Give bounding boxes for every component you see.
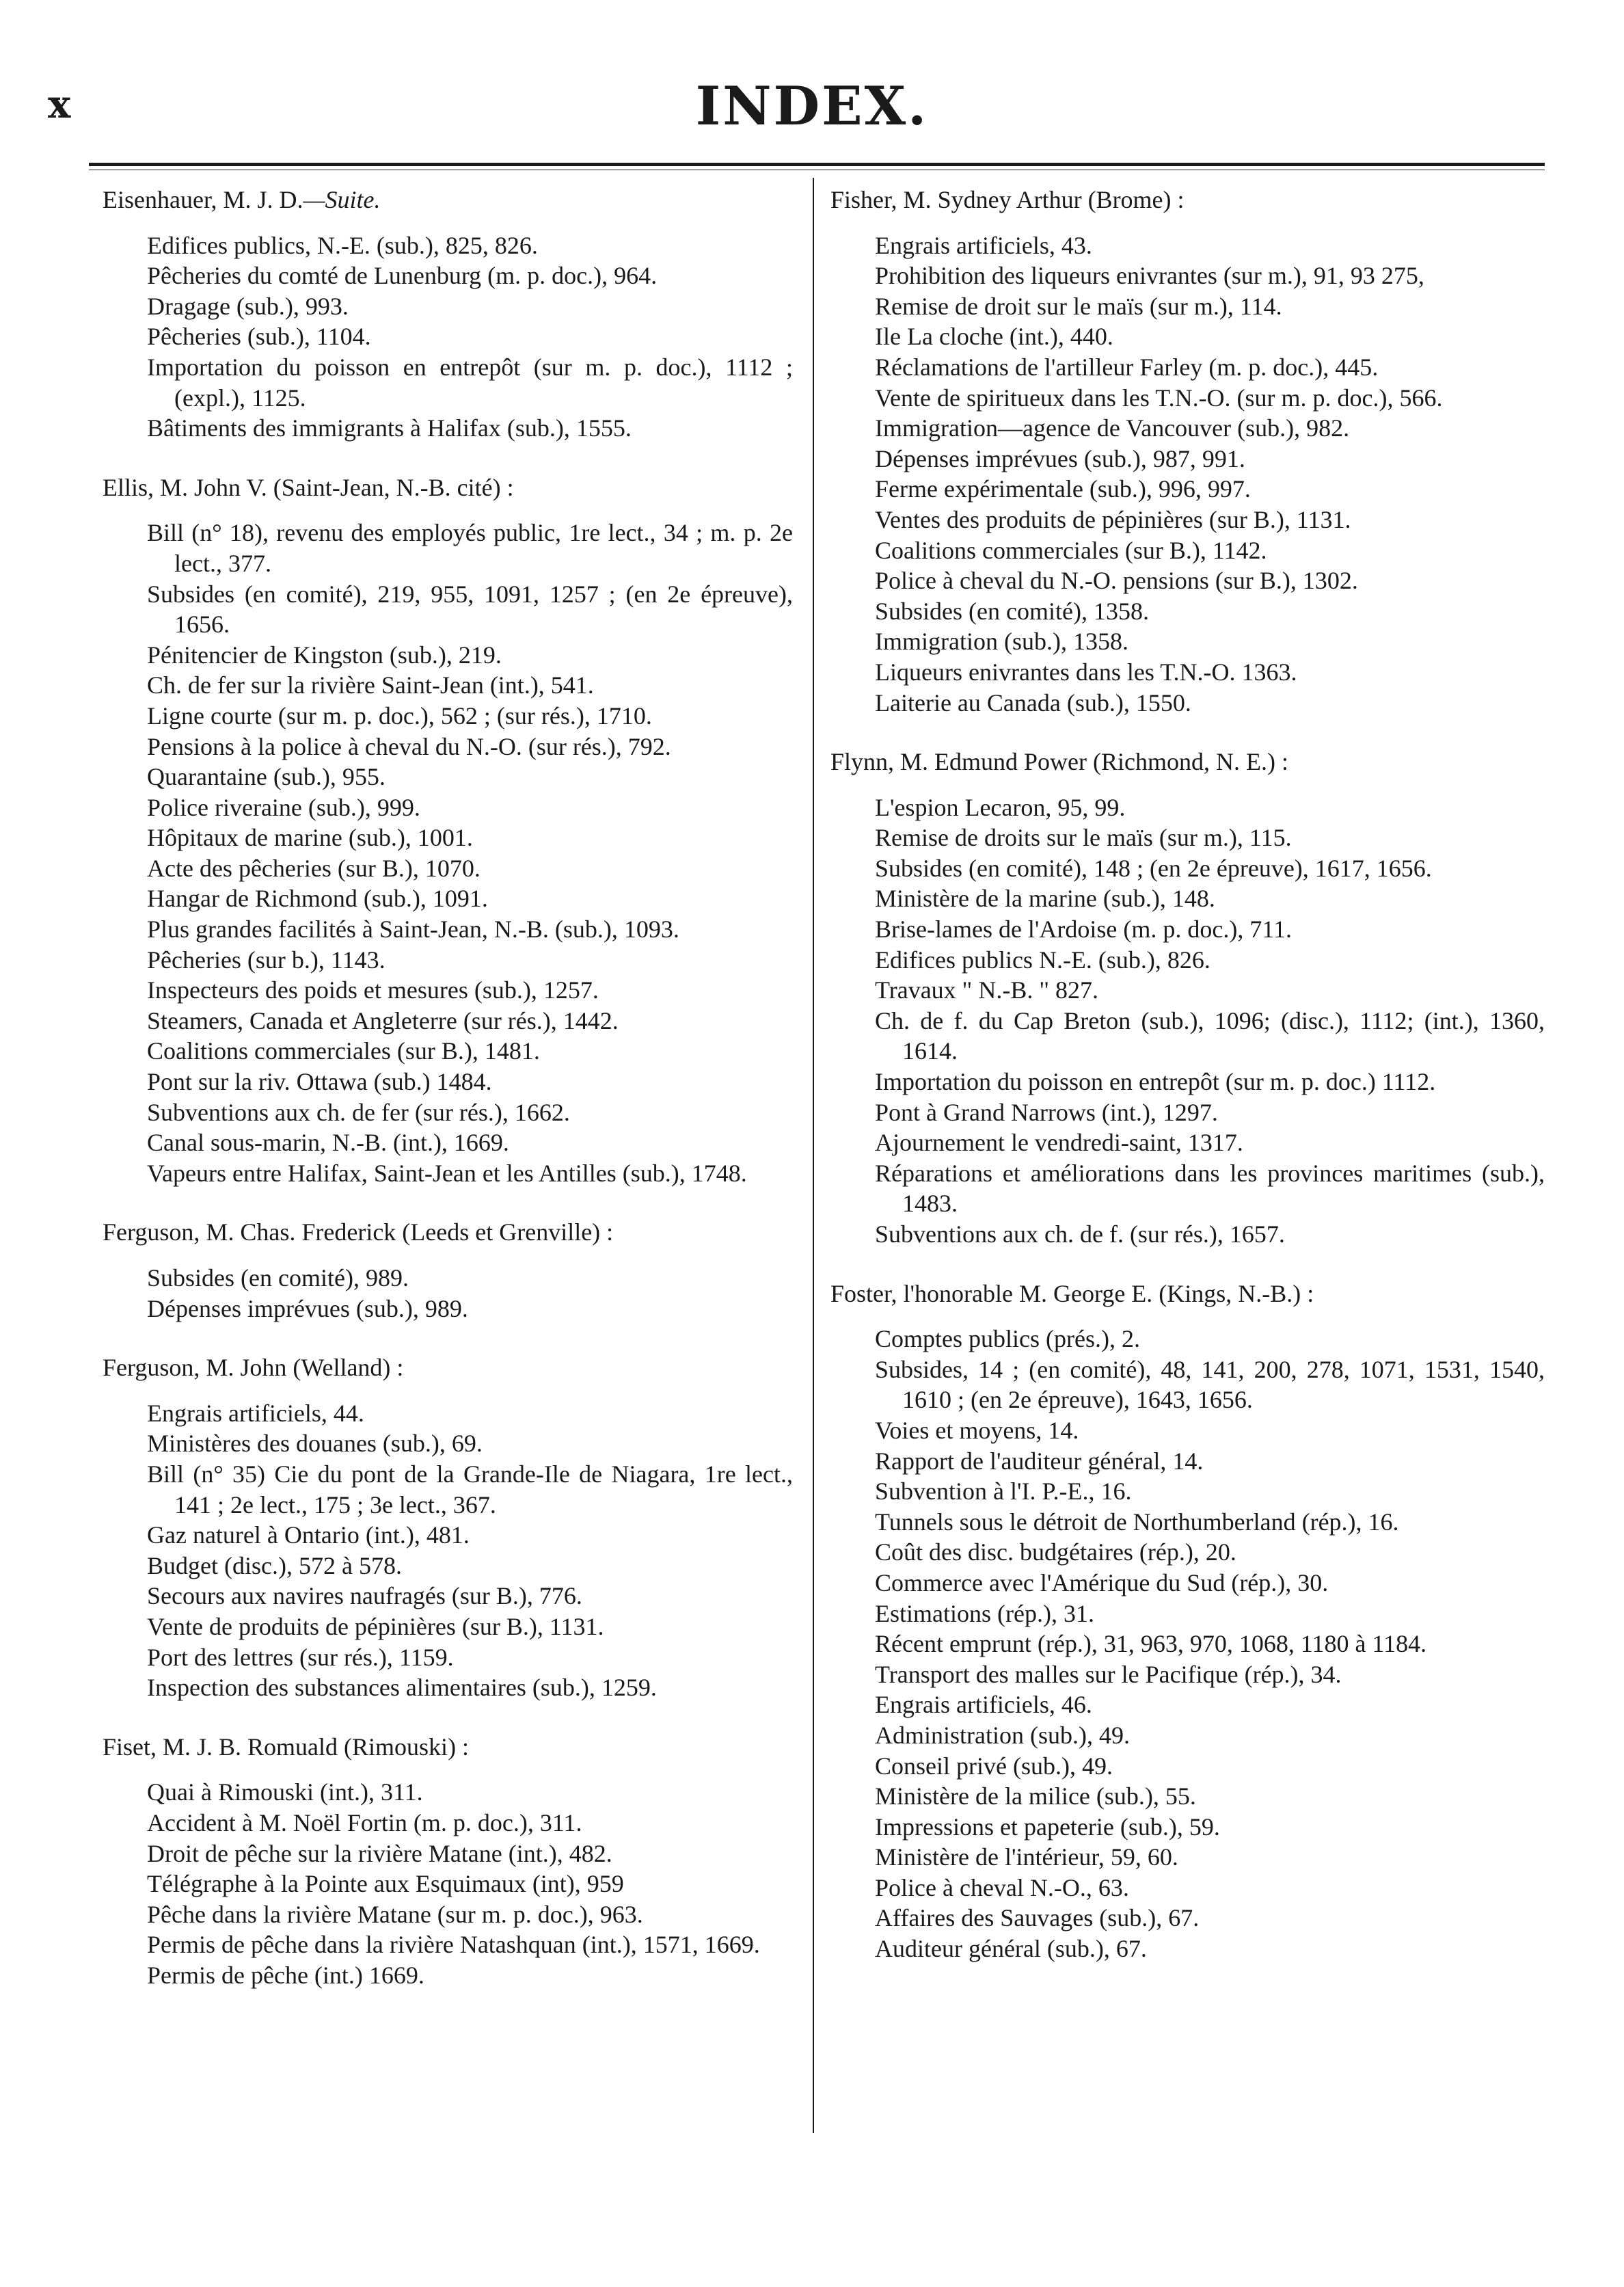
- index-reference: Importation du poisson en entrepôt (sur m. p. doc.) 1112.: [875, 1068, 1436, 1096]
- index-reference: Permis de pêche (int.) 1669.: [147, 1961, 424, 1989]
- index-reference: Pensions à la police à cheval du N.-O. (sur rés.), 792.: [147, 732, 671, 760]
- index-entry: [103, 472, 793, 1189]
- index-reference: Steamers, Canada et Angleterre (sur rés.), 1442.: [147, 1006, 619, 1034]
- entry-constituency: (Richmond, N. E.) :: [1087, 748, 1288, 776]
- index-reference: Dépenses imprévues (sub.), 987, 991.: [875, 444, 1245, 472]
- entry-constituency: (Rimouski) :: [338, 1733, 470, 1761]
- page-number: x: [48, 82, 71, 127]
- index-reference: Brise-lames de l'Ardoise (m. p. doc.), 711.: [875, 915, 1293, 944]
- index-reference: Estimations (rép.), 31.: [875, 1599, 1094, 1627]
- index-reference: Subsides (en comité), 148 ; (en 2e épreuve), 1617, 1656.: [875, 854, 1432, 882]
- index-reference: Coalitions commerciales (sur B.), 1142.: [875, 536, 1267, 564]
- index-reference: Vente de spiritueux dans les T.N.-O. (sur m. p. doc.), 566.: [875, 384, 1443, 412]
- entry-constituency: —Suite.: [303, 186, 381, 213]
- left-column: [103, 185, 793, 2019]
- entry-heading: [830, 747, 1545, 777]
- index-reference: Quarantaine (sub.), 955.: [147, 763, 385, 791]
- index-reference: Comptes publics (prés.), 2.: [875, 1325, 1140, 1353]
- index-reference: Subsides (en comité), 989.: [147, 1264, 409, 1292]
- index-reference: Engrais artificiels, 44.: [147, 1399, 364, 1427]
- index-reference: Gaz naturel à Ontario (int.), 481.: [147, 1521, 470, 1549]
- index-reference: Engrais artificiels, 46.: [875, 1691, 1092, 1719]
- index-reference: Bill (n° 18), revenu des employés public, 1re lect., 34 ; m. p. 2e lect., 377.: [147, 519, 793, 577]
- entry-constituency: (Kings, N.-B.) :: [1152, 1279, 1314, 1307]
- index-reference: Hangar de Richmond (sub.), 1091.: [147, 885, 488, 913]
- entry-name: Ellis, M. John V.: [103, 473, 267, 501]
- entry-heading: [103, 1732, 793, 1763]
- index-reference: Canal sous-marin, N.-B. (int.), 1669.: [147, 1129, 509, 1157]
- index-reference: Pénitencier de Kingston (sub.), 219.: [147, 641, 502, 669]
- index-reference: Dépenses imprévues (sub.), 989.: [147, 1294, 468, 1322]
- entry-constituency: (Leeds et Grenville) :: [396, 1218, 614, 1246]
- index-reference: Liqueurs enivrantes dans les T.N.-O. 1363.: [875, 658, 1297, 686]
- index-reference: Ile La cloche (int.), 440.: [875, 323, 1113, 351]
- index-entry: [103, 1217, 793, 1324]
- entry-name: Fiset, M. J. B. Romuald: [103, 1733, 338, 1761]
- entry-heading: [830, 185, 1545, 215]
- index-reference: Subsides, 14 ; (en comité), 48, 141, 200, 278, 1071, 1531, 1540, 1610 ; (en 2e épreuve), 1643, 1656.: [875, 1355, 1545, 1414]
- index-reference: Bâtiments des immigrants à Halifax (sub.), 1555.: [147, 414, 632, 442]
- index-reference: Voies et moyens, 14.: [875, 1416, 1079, 1444]
- entry-heading: [830, 1279, 1545, 1309]
- index-entry: [103, 185, 793, 444]
- index-entry: [103, 1732, 793, 1991]
- index-reference: Auditeur général (sub.), 67.: [875, 1935, 1147, 1963]
- index-reference: Ch. de f. du Cap Breton (sub.), 1096; (disc.), 1112; (int.), 1360, 1614.: [875, 1006, 1545, 1065]
- index-reference: Subventions aux ch. de f. (sur rés.), 1657.: [875, 1220, 1285, 1248]
- index-reference: Hôpitaux de marine (sub.), 1001.: [147, 824, 473, 852]
- index-reference: Ajournement le vendredi-saint, 1317.: [875, 1129, 1243, 1157]
- index-reference: Travaux " N.-B. " 827.: [875, 976, 1099, 1004]
- index-reference: Edifices publics N.-E. (sub.), 826.: [875, 946, 1210, 974]
- index-reference: Réparations et améliorations dans les provinces maritimes (sub.), 1483.: [875, 1159, 1545, 1218]
- index-reference: Remise de droits sur le maïs (sur m.), 115.: [875, 824, 1292, 852]
- index-reference: Réclamations de l'artilleur Farley (m. p. doc.), 445.: [875, 353, 1379, 381]
- index-reference: Ministère de l'intérieur, 59, 60.: [875, 1843, 1178, 1871]
- index-reference: Importation du poisson en entrepôt (sur m. p. doc.), 1112 ; (expl.), 1125.: [147, 353, 793, 412]
- index-reference: Pêche dans la rivière Matane (sur m. p. doc.), 963.: [147, 1900, 643, 1928]
- index-reference: Quai à Rimouski (int.), 311.: [147, 1778, 423, 1806]
- index-reference: Dragage (sub.), 993.: [147, 292, 349, 320]
- index-reference: Ferme expérimentale (sub.), 996, 997.: [875, 475, 1251, 503]
- index-entry: [830, 1279, 1545, 1964]
- index-reference: Coût des disc. budgétaires (rép.), 20.: [875, 1538, 1236, 1566]
- entry-name: Ferguson, M. Chas. Frederick: [103, 1218, 396, 1246]
- entry-heading: [103, 472, 793, 503]
- index-reference: Pêcheries (sur b.), 1143.: [147, 946, 385, 974]
- index-reference: Inspecteurs des poids et mesures (sub.), 1257.: [147, 976, 599, 1004]
- column-divider: [813, 178, 814, 2133]
- index-entry: [830, 747, 1545, 1250]
- index-reference: Accident à M. Noël Fortin (m. p. doc.), 311.: [147, 1808, 582, 1836]
- index-reference: Ch. de fer sur la rivière Saint-Jean (int.), 541.: [147, 671, 594, 699]
- entry-name: Eisenhauer, M. J. D.: [103, 186, 303, 213]
- index-reference: Subsides (en comité), 219, 955, 1091, 1257 ; (en 2e épreuve), 1656.: [147, 580, 793, 639]
- entry-name: Fisher, M. Sydney Arthur: [830, 186, 1082, 213]
- index-reference: Port des lettres (sur rés.), 1159.: [147, 1643, 454, 1671]
- index-reference: Droit de pêche sur la rivière Matane (int.), 482.: [147, 1839, 612, 1867]
- index-reference: Pont à Grand Narrows (int.), 1297.: [875, 1098, 1218, 1126]
- index-reference: Pêcheries (sub.), 1104.: [147, 323, 371, 351]
- index-reference: Administration (sub.), 49.: [875, 1721, 1130, 1749]
- header-rule: [89, 163, 1545, 166]
- index-reference: Immigration—agence de Vancouver (sub.), 982.: [875, 414, 1350, 442]
- index-reference: Vente de produits de pépinières (sur B.), 1131.: [147, 1612, 604, 1640]
- entry-name: Ferguson, M. John: [103, 1354, 287, 1382]
- index-reference: Commerce avec l'Amérique du Sud (rép.), 30.: [875, 1568, 1329, 1596]
- index-reference: Subsides (en comité), 1358.: [875, 597, 1149, 625]
- index-reference: Conseil privé (sub.), 49.: [875, 1752, 1113, 1780]
- index-reference: Prohibition des liqueurs enivrantes (sur m.), 91, 93 275,: [875, 262, 1424, 290]
- index-reference: Budget (disc.), 572 à 578.: [147, 1551, 402, 1579]
- index-reference: Ministère de la marine (sub.), 148.: [875, 885, 1215, 913]
- page-title: INDEX.: [695, 75, 929, 137]
- index-reference: Laiterie au Canada (sub.), 1550.: [875, 688, 1191, 717]
- index-reference: Ministère de la milice (sub.), 55.: [875, 1782, 1196, 1810]
- index-reference: Engrais artificiels, 43.: [875, 231, 1092, 259]
- index-reference: Rapport de l'auditeur général, 14.: [875, 1447, 1204, 1475]
- entry-name: Foster, l'honorable M. George E.: [830, 1279, 1153, 1307]
- index-reference: Télégraphe à la Pointe aux Esquimaux (int), 959: [147, 1870, 624, 1898]
- index-reference: Bill (n° 35) Cie du pont de la Grande-Ile de Niagara, 1re lect., 141 ; 2e lect., 175 ; 3e lect., 367.: [147, 1460, 793, 1519]
- entry-constituency: (Saint-Jean, N.-B. cité) :: [267, 473, 514, 501]
- index-reference: Vapeurs entre Halifax, Saint-Jean et les Antilles (sub.), 1748.: [147, 1159, 747, 1187]
- index-reference: Remise de droit sur le maïs (sur m.), 114.: [875, 292, 1282, 320]
- entry-constituency: (Brome) :: [1081, 186, 1185, 213]
- index-reference: Ligne courte (sur m. p. doc.), 562 ; (sur rés.), 1710.: [147, 701, 652, 730]
- index-reference: Subventions aux ch. de fer (sur rés.), 1662.: [147, 1098, 570, 1126]
- index-reference: L'espion Lecaron, 95, 99.: [875, 793, 1126, 821]
- entry-heading: [103, 1352, 793, 1383]
- index-reference: Police à cheval N.-O., 63.: [875, 1873, 1129, 1901]
- index-reference: Secours aux navires naufragés (sur B.), 776.: [147, 1582, 582, 1610]
- index-reference: Permis de pêche dans la rivière Natashquan (int.), 1571, 1669.: [147, 1931, 760, 1959]
- index-reference: Subvention à l'I. P.-E., 16.: [875, 1477, 1132, 1506]
- index-reference: Pêcheries du comté de Lunenburg (m. p. doc.), 964.: [147, 262, 658, 290]
- index-reference: Impressions et papeterie (sub.), 59.: [875, 1813, 1220, 1841]
- page-header: [0, 0, 1624, 178]
- index-reference: Tunnels sous le détroit de Northumberland (rép.), 16.: [875, 1508, 1399, 1536]
- index-reference: Plus grandes facilités à Saint-Jean, N.-B. (sub.), 1093.: [147, 915, 679, 944]
- index-reference: Récent emprunt (rép.), 31, 963, 970, 1068, 1180 à 1184.: [875, 1630, 1427, 1658]
- index-reference: Ministères des douanes (sub.), 69.: [147, 1430, 483, 1458]
- entry-constituency: (Welland) :: [286, 1354, 404, 1382]
- index-reference: Transport des malles sur le Pacifique (rép.), 34.: [875, 1660, 1342, 1688]
- entry-heading: [103, 185, 793, 215]
- index-entry: [830, 185, 1545, 718]
- index-reference: Pont sur la riv. Ottawa (sub.) 1484.: [147, 1068, 492, 1096]
- index-reference: Acte des pêcheries (sur B.), 1070.: [147, 854, 481, 882]
- right-column: [830, 185, 1545, 1993]
- index-reference: Inspection des substances alimentaires (sub.), 1259.: [147, 1674, 657, 1702]
- entry-name: Flynn, M. Edmund Power: [830, 748, 1087, 776]
- index-reference: Coalitions commerciales (sur B.), 1481.: [147, 1037, 540, 1065]
- entry-heading: [103, 1217, 793, 1248]
- index-entry: [103, 1352, 793, 1703]
- index-reference: Ventes des produits de pépinières (sur B.), 1131.: [875, 505, 1351, 533]
- index-reference: Police à cheval du N.-O. pensions (sur B.), 1302.: [875, 567, 1358, 595]
- index-reference: Affaires des Sauvages (sub.), 67.: [875, 1904, 1200, 1932]
- index-reference: Edifices publics, N.-E. (sub.), 825, 826.: [147, 231, 538, 259]
- index-reference: Police riveraine (sub.), 999.: [147, 793, 420, 821]
- index-reference: Immigration (sub.), 1358.: [875, 628, 1128, 656]
